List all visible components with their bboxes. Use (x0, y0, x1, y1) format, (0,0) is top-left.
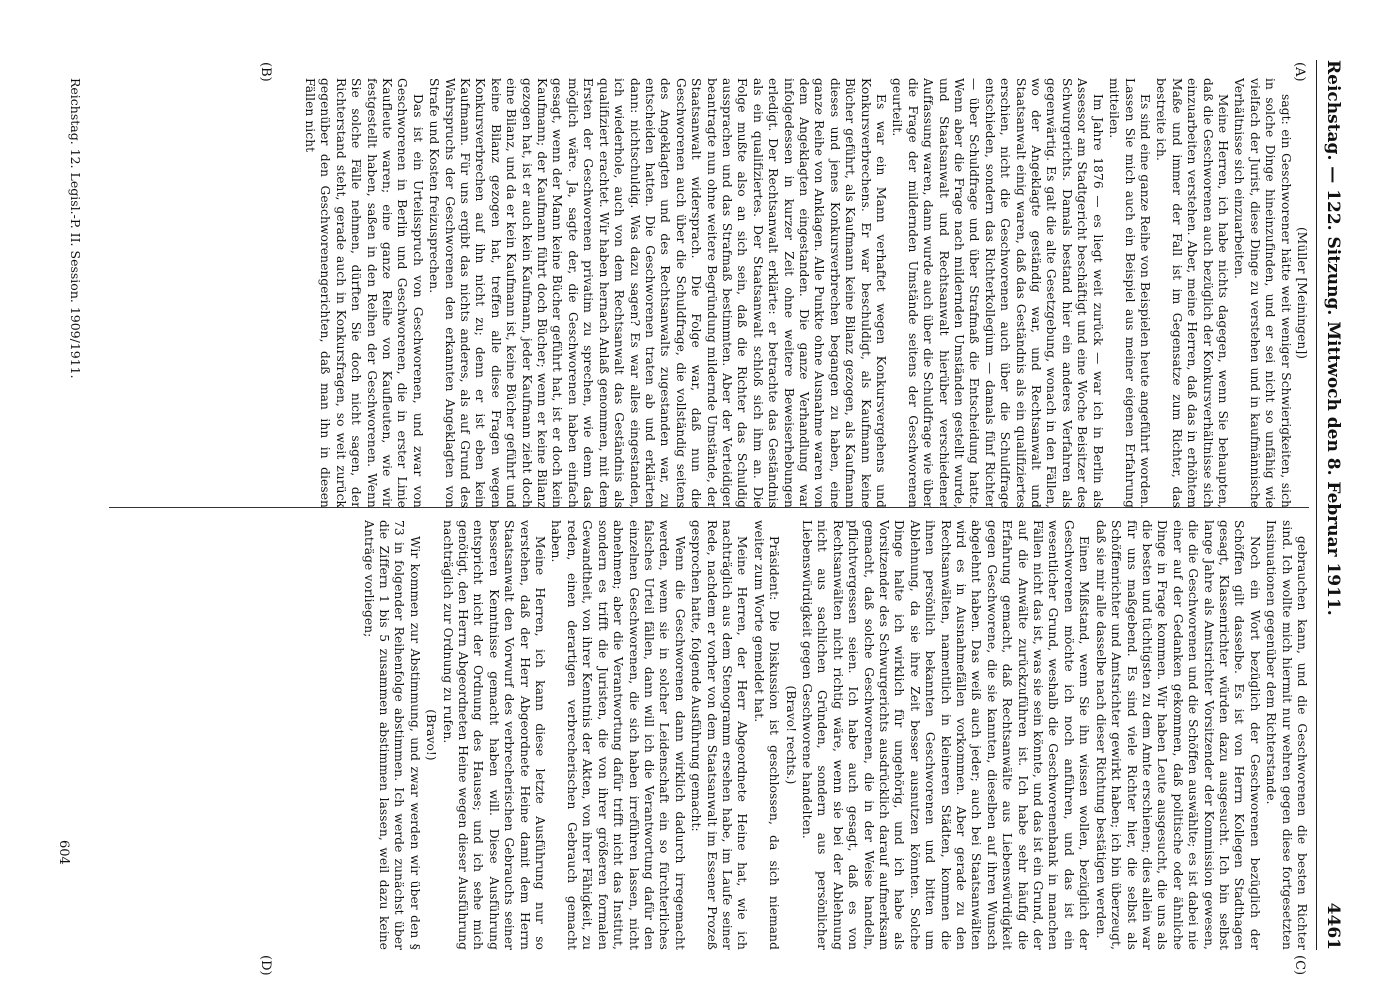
header-rule (1316, 60, 1317, 950)
header-page-number: 4461 (1323, 902, 1343, 950)
paragraph: Es sind eine ganze Reihe von Beispielen heute angeführt worden. Lassen Sie mich auch ein Beispiel aus meiner eigenen Erfahrung mitteilen. (1107, 78, 1152, 508)
interjection: (Bravo!) (424, 709, 439, 761)
running-header (1319, 60, 1347, 950)
paragraph: Wir kommen zur Abstimmung, und zwar werden wir über den § 73 in folgender Reihenfolge abstimmen. Ich werde zunächst über die Ziffern 1 bis 5 zusammen abstimmen lassen, weil dazu keine Anträge vorliegen; (361, 520, 422, 950)
paragraph: Noch ein Wort bezüglich der Geschworenen bezüglich der Schöffen gilt dasselbe. Es ist von Herrn Kollegen Stadthagen gesagt, Klassenrichter würden dazu ausgesucht. Ich bin selbst lange Jahre als Amtsrichter Vorsitzender der Kommission gewesen, die die Geschworenen und die Schöffen auswählte; es ist dabei nie einer auf der Gedanken gekommen, daß politische oder ähnliche Dinge in Frage kommen. Wir haben Leute ausgesucht, die uns als die besten und tüchtigsten zu dem Amte erschienen; dies allein war für uns maßgebend. Es sind viele Richter hier, die selbst als Schöffenrichter und Amtsrichter gewirkt haben; ich bin überzeugt, daß sie mir alle dasselbe nach dieser Richtung bestätigen werden. (1093, 520, 1262, 950)
margin-mark-a: (A) (1292, 62, 1307, 82)
paragraph: Meine Herren, der Herr Abgeordnete Heine hat, wie ich nachträglich aus dem Stenogramm ersehen habe, im Laufe seiner Rede, nachdem er vorher von dem Staatsanwalt im Essener Prozeß gesprochen hatte, folgende Ausführung gemacht: (689, 520, 750, 950)
interjection: (Bravo! rechts.) (783, 685, 798, 785)
paragraph: Präsident: Die Diskussion ist geschlossen, da sich niemand weiter zum Worte gemeldet hat. (751, 520, 782, 950)
header-title: Reichstag. — 122. Sitzung. Mittwoch den 8. Februar 1911. (1323, 60, 1343, 616)
paragraph: Das ist ein Urteilsspruch von Geschworenen, und zwar von Geschworenen in Berlin und Geschworenen, die in erster Linie Kaufleute waren; eine ganze Reihe von Kaufleuten, wie wir festgestellt haben, saßen in den Reihen der Geschworenen. Wenn Sie solche Fälle nehmen, dürften Sie doch nicht sagen, der Richterstand steht, gerade auch in Konkursfragen, so weit zurück gegenüber den Geschworenengerichten, daß man ihn in diesen Fällen nicht (303, 78, 425, 508)
margin-mark-d: (D) (258, 955, 273, 976)
right-column (89, 520, 1309, 950)
paragraph: sagt: ein Geschworener hätte weit weniger Schwierigkeiten, sich in solche Dinge hineinzufinden, und er sei nicht so unfähig wie vielfach der Jurist, diese Dinge zu verstehen und in kaufmännische Verhältnisse sich einzuarbeiten. (1232, 78, 1293, 508)
sheet-number: 604 (56, 840, 71, 865)
margin-mark-c: (C) (1292, 955, 1307, 976)
column-divider (109, 507, 1309, 508)
left-column (89, 78, 1309, 508)
paragraph: Meine Herren, ich habe nichts dagegen, wenn Sie behaupten, daß die Geschworenen auch bezüglich der Konkursverhältnisse sich einzuarbeiten verstehen. Aber, meine Herren, daß das in erhöhtem Maße und immer der Fall ist im Gegensatze zum Richter, das bestreite ich. (1154, 78, 1230, 508)
paragraph: Einen Mißstand, wenn Sie ihn wissen wollen, bezüglich der Geschworenen möchte ich noch anführen, und das ist ein wesentlicher Grund, weshalb die Geschworenenbank in manchen Fällen nicht das ist, was sie sein könnte, und das ist ein Grund, der auf die Anwälte zurückzuführen ist. Ich habe sehr häufig die Erfahrung gemacht, daß Rechtsanwälte aus Liebenswürdigkeit gegen Geschworene, die sie kannten, dieselben auf ihren Wunsch abgelehnt haben. Das weiß auch jeder; auch bei Staatsanwälten wird es in Ausnahmefällen vorkommen. Aber gerade zu den Rechtsanwälten, namentlich in kleineren Städten, kommen die ihnen persönlich bekannten Geschworenen und bitten um Ablehnung, da sie ihre Zeit besser ausnutzen könnten. Solche Dinge halte ich wirklich für ungehörig, und ich habe als Vorsitzender des Schwurgerichts ausdrücklich darauf aufmerksam gemacht, daß solche Geschworenen, die in der Weise handeln, pflichtvergessen seien. Ich habe auch gesagt, daß es von Rechtsanwälten nicht richtig wäre, wenn sie bei der Ablehnung nicht aus sachlichen Gründen, sondern aus persönlicher Liebenswürdigkeit gegen Geschworene handelten. (800, 520, 1092, 950)
paragraph: Meine Herren, ich kann diese letzte Ausführung nur so verstehen, daß der Herr Abgeordnete Heine damit dem Herrn Staatsanwalt den Vorwurf des verbrecherischen Gebrauchs seiner besseren Kenntnisse gemacht haben will. Diese Ausführung entspricht nicht der Ordnung des Hauses; und ich sehe mich genötigt, den Herrn Abgeordneten Heine wegen dieser Ausführung nachträglich zur Ordnung zu rufen. (440, 520, 548, 950)
paragraph: Im Jahre 1876 — es liegt weit zurück — war ich in Berlin als Assessor am Stadtgericht beschäftigt und eine Woche Beisitzer des Schwurgerichts. Damals bestand hier ein anderes Verfahren als gegenwärtig. Es galt die alte Gesetzgebung, wonach in den Fällen, wo der Angeklagte geständig war, und Rechtsanwalt und Staatsanwalt einig waren, daß das Geständnis als ein qualifiziertes erschien, nicht die Geschworenen auch über die Schuldfrage entschieden, sondern das Richterkollegium — damals fünf Richter — über Schuldfrage und über Strafmaß die Entscheidung hatte. Wenn aber die Frage nach mildernden Umständen gestellt wurde, und Staatsanwalt und Rechtsanwalt hierüber verschiedener Auffassung waren, dann wurde auch über die Schuldfrage wie über die Frage der mildernden Umstände seitens der Geschworenen geurteilt. (890, 78, 1105, 508)
quotation: Wenn die Geschworenen dann wirklich dadurch irregemacht werden, wenn sie in solcher Leidenschaft ein so fürchterliches falsches Urteil fällen, dann will ich die Verantwortung dafür den einzelnen Geschworenen, die sich haben irreführen lassen, nicht abnehmen; aber die Verantwortung dafür trifft nicht das Institut, sondern es trifft die Juristen, die von ihrer größeren formalen Gewandtheit, von ihrer Kenntnis der Akten, von ihrer Fähigkeit, zu reden, einen derartigen verbrecherischen Gebrauch gemacht haben. (549, 520, 687, 950)
speaker-attribution: (Müller [Meiningen]) (1295, 226, 1309, 360)
paragraph: Es war ein Mann verhaftet wegen Konkursvergehens und Konkursverbrechens. Er war beschuldigt, als Kaufmann keine Bücher geführt, als Kaufmann keine Bilanz gezogen, als Kaufmann dieses und jenes Konkursverbrechen begangen zu haben, eine ganze Reihe von Anklagen. Alle Punkte ohne Ausnahme waren von dem Angeklagten eingestanden. Die ganze Verhandlung war infolgedessen in kurzer Zeit ohne weitere Beweiserhebungen erledigt. Der Rechtsanwalt erklärte: er betrachte das Geständnis als ein qualifiziertes. Der Staatsanwalt schloß sich ihm an. Die Folge mußte also an sich sein, daß die Richter das Schuldig aussprachen und das Strafmaß bestimmten. Aber der Verteidiger beantragte nun ohne weitere Begründung mildernde Umstände, der Staatsanwalt widersprach. Die Folge war, daß nun die Geschworenen auch über die Schuldfrage, die vollständig seitens des Angeklagten und des Rechtsanwalts zugestanden war, zu entscheiden hatten. Die Geschworenen traten ab und erklärten dann: nichtschuldig. Was dazu sagen? Es war alles eingestanden, ich wiederhole, auch von dem Rechtsanwalt das Geständnis als qualifiziert erachtet. Wir haben hernach Anlaß genommen, mit dem Ersten der Geschworenen privatim zu sprechen, wie denn das möglich wäre. Ja, sagte der, die Geschworenen haben einfach gesagt, wenn der Mann keine Bücher geführt hat, ist er doch kein Kaufmann; der Kaufmann führt doch Bücher; wenn er keine Bilanz gezogen hat, ist er auch kein Kaufmann, jeder Kaufmann zieht doch eine Bilanz, und da er kein Kaufmann ist, keine Bücher geführt und keine Bilanz gezogen hat, treffen alle diese Fragen wegen Konkursverbrechen auf ihn nicht zu; denn er ist eben kein Kaufmann. Für uns ergibt das nichts anderes, als auf Grund des Wahrspruchs der Geschworenen den erkannten Angeklagten von Strafe und Kosten freizusprechen. (427, 78, 889, 508)
footer-source: Reichstag. 12. Legisl.-P. II. Session. 1909/1911. (68, 78, 83, 379)
paragraph: gebrauchen kann, und die Geschworenen die besten Richter sind. Ich wollte mich hiermit nur wehren gegen diese fortgesetzten Insinuationen gegenüber dem Richterstande. (1264, 520, 1309, 950)
margin-mark-b: (B) (258, 62, 273, 82)
